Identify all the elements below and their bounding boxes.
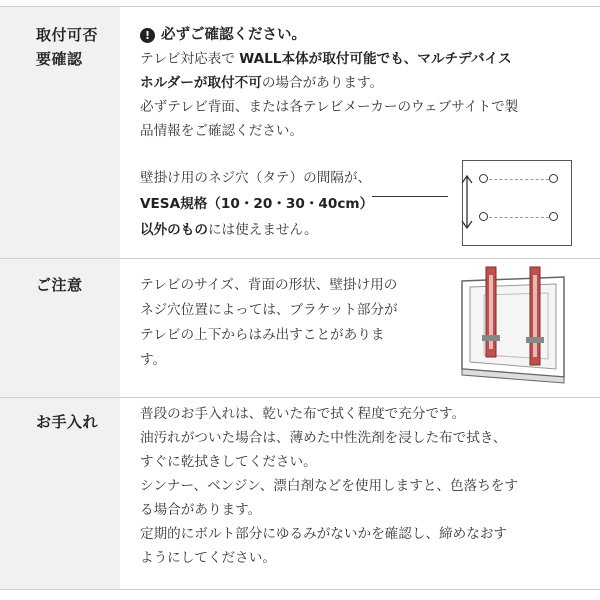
section-label-care xyxy=(0,398,120,589)
section-care xyxy=(0,398,600,589)
section-label-caution xyxy=(0,259,120,397)
text-line: テレビ対応表で WALL本体が取付可能でも、マルチデバイス xyxy=(140,51,512,67)
section-compatibility xyxy=(0,7,600,258)
text-line: 品情報をご確認ください。 xyxy=(140,123,304,139)
vesa-pointer-line xyxy=(372,196,448,197)
text-line: シンナー、ベンジン、漂白剤などを使用しますと、色落ちをす xyxy=(140,478,518,494)
label-text: ご注意 xyxy=(36,276,83,294)
section-caution xyxy=(0,259,600,397)
text-line: 必ずテレビ背面、または各テレビメーカーのウェブサイトで製 xyxy=(140,99,519,115)
text-line: ネジ穴位置によっては、ブラケット部分が xyxy=(140,302,398,318)
section-content-caution xyxy=(120,259,600,397)
label-text: お手入れ xyxy=(36,413,99,431)
vesa-arrow-icon xyxy=(457,173,477,233)
separator-bottom xyxy=(0,589,600,590)
exclamation-circle-icon: ! xyxy=(140,28,155,43)
screw-hole-icon xyxy=(549,212,558,221)
text-line: テレビのサイズ、背面の形状、壁掛け用の xyxy=(140,277,398,293)
screw-hole-icon xyxy=(479,212,488,221)
vesa-diagram xyxy=(462,160,572,246)
text-line: すぐに乾拭きしてください。 xyxy=(140,454,317,470)
vesa-line: 壁掛け用のネジ穴（タテ）の間隔が、 xyxy=(140,170,372,186)
vesa-line: VESA規格（10・20・30・40cm） xyxy=(140,196,374,212)
text-line: す。 xyxy=(140,352,167,368)
text-line: 油汚れがついた場合は、薄めた中性洗剤を浸した布で拭き、 xyxy=(140,430,507,446)
label-line: 取付可否 xyxy=(36,26,99,44)
notice-title: 必ずご確認ください。 xyxy=(161,27,306,43)
section-label-compatibility xyxy=(0,7,120,258)
text-line: る場合があります。 xyxy=(140,502,262,518)
text-line: 普段のお手入れは、乾いた布で拭く程度で充分です。 xyxy=(140,406,466,422)
hole-guide-bottom xyxy=(489,217,549,218)
notice-heading xyxy=(140,23,576,47)
section-content-compatibility xyxy=(120,7,600,258)
tv-bracket-illustration xyxy=(456,265,570,389)
text-line: テレビの上下からはみ出すことがありま xyxy=(140,327,385,343)
text-line: 定期的にボルト部分にゆるみがないかを確認し、締めなおす xyxy=(140,526,508,542)
screw-hole-icon xyxy=(479,174,488,183)
label-line: 要確認 xyxy=(36,50,83,68)
text-line: ようにしてください。 xyxy=(140,550,276,566)
text-line: ホルダーが取付不可の場合があります。 xyxy=(140,75,384,91)
hole-guide-top xyxy=(489,179,549,180)
screw-hole-icon xyxy=(549,174,558,183)
section-content-care xyxy=(120,398,600,589)
vesa-line: 以外のものには使えません。 xyxy=(140,222,318,238)
vesa-description xyxy=(140,165,373,243)
